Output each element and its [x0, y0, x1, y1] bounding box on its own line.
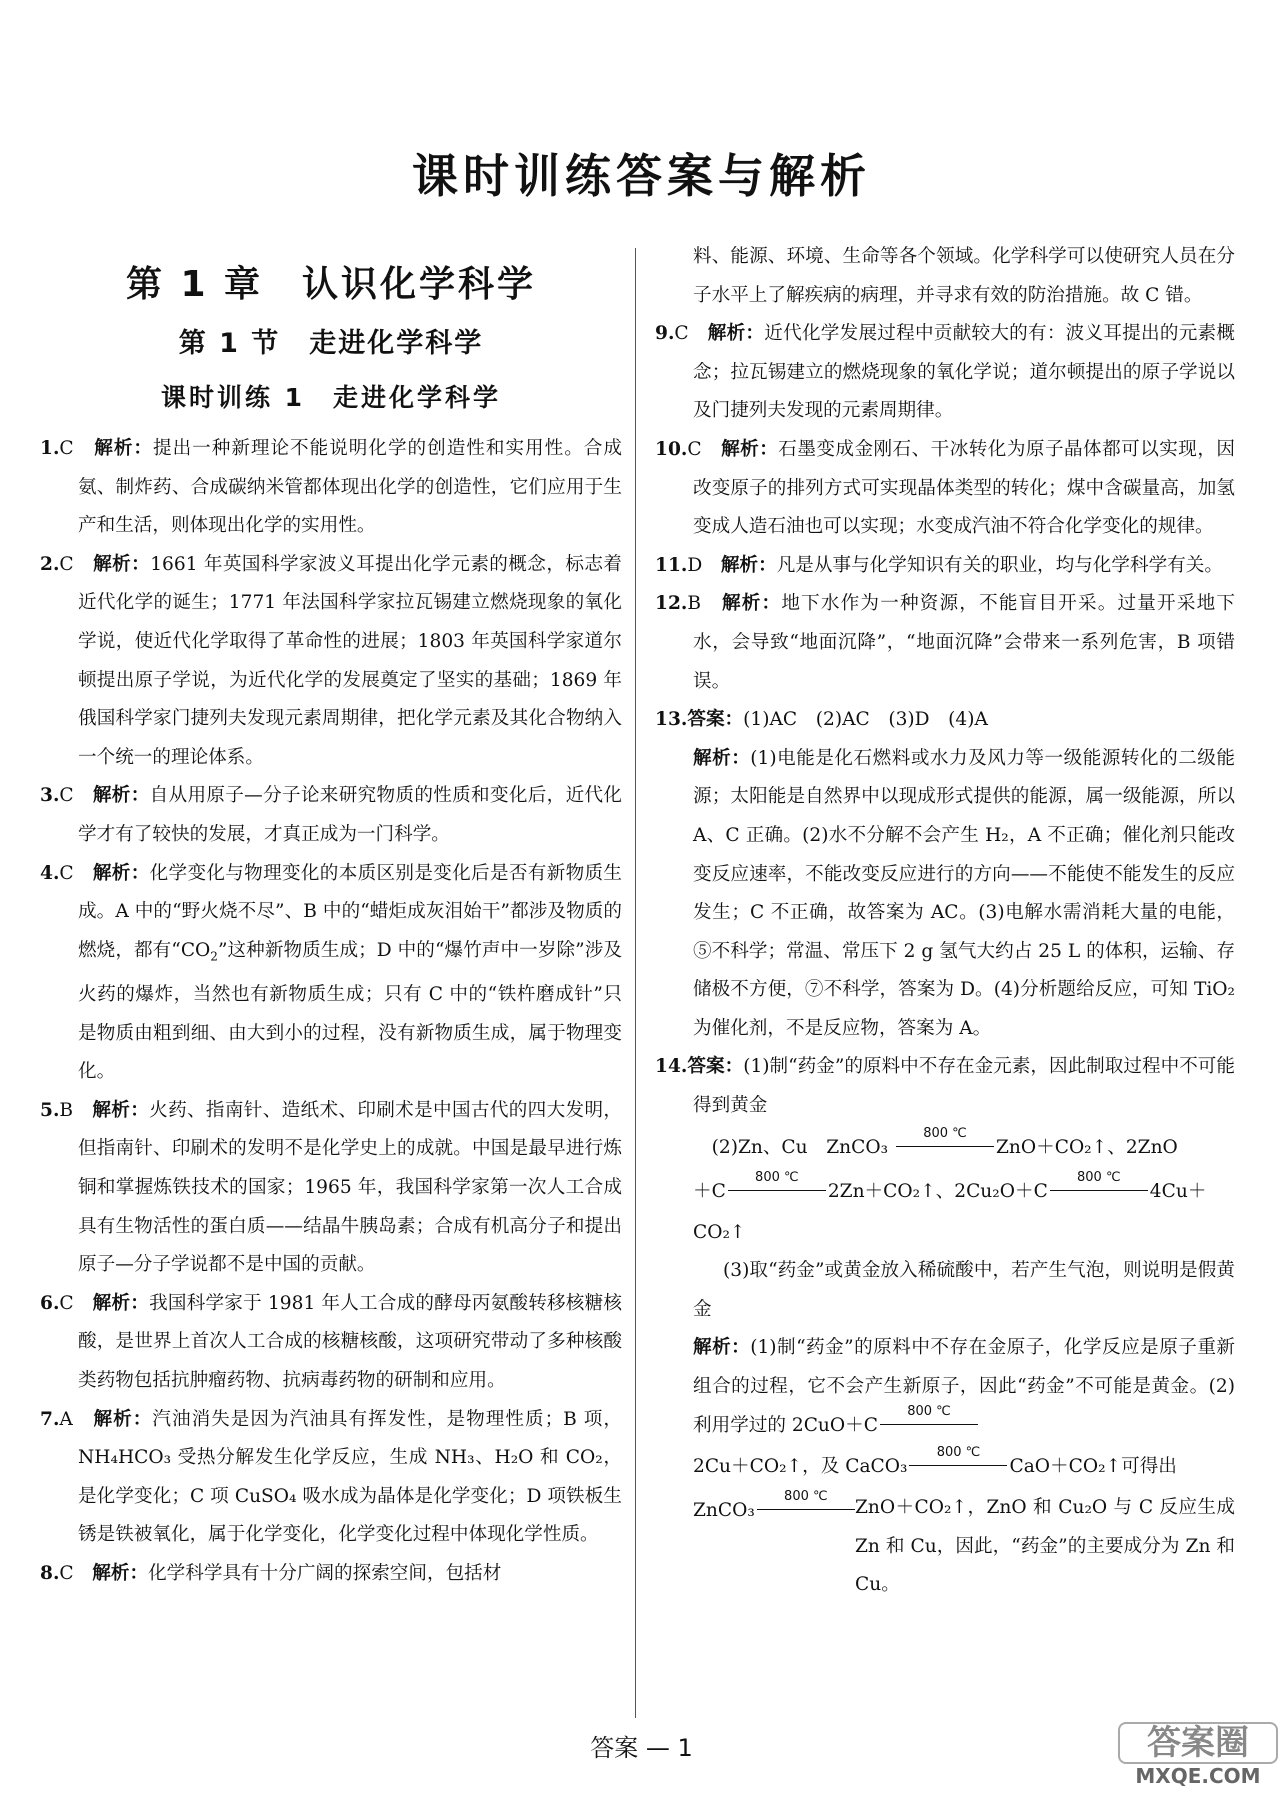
column-divider — [635, 248, 636, 1718]
reaction-condition: 800 ℃ — [728, 1190, 826, 1191]
answer-item-7: 7.A 解析：汽油消失是因为汽油具有挥发性，是物理性质；B 项，NH₄HCO₃ 受热分解发生化学反应，生成 NH₃、H₂O 和 CO₂，是化学变化；C 项 CuSO₄ 吸水成为晶体是化学变化；D 项铁板生锈是铁被氧化，属于化学变化，化学变化过程中体现化学性质。 — [40, 1408, 622, 1546]
watermark-main: 答案圈 — [1118, 1722, 1278, 1764]
watermark-logo — [1118, 1722, 1278, 1792]
explanation-equation-2: ZnCO₃ 800 ℃ — [655, 1489, 1235, 1533]
left-column — [40, 250, 622, 1594]
reaction-condition: 800 ℃ — [909, 1465, 1007, 1466]
answer-item-5: 5.B 解析：火药、指南针、造纸术、印刷术是中国古代的四大发明，但指南针、印刷术的发明不是化学史上的成就。中国是最早进行炼铜和掌握炼铁技术的国家；1965 年，我国科学家第一次人工合成具有生物活性的蛋白质——结晶牛胰岛素；合成有机高分子和提出原子—分子学说都不是中国的贡献。 — [40, 1099, 622, 1276]
answer-item-6: 6.C 解析：我国科学家于 1981 年人工合成的酵母丙氨酸转移核糖核酸，是世界上首次人工合成的核糖核酸，这项研究带动了多种核酸类药物包括抗肿瘤药物、抗病毒药物的研制和应用。 — [40, 1292, 622, 1391]
answer-item-14-part3: (3)取“药金”或黄金放入稀硫酸中，若产生气泡，则说明是假黄金 — [693, 1260, 1235, 1320]
answer-item-3: 3.C 解析：自从用原子—分子论来研究物质的性质和变化后，近代化学才有了较快的发展，才真正成为一门科学。 — [40, 785, 622, 845]
answer-item-14-explanation: 解析：(1)制“药金”的原料中不存在金原子，化学反应是原子重新组合的过程，它不会产生新原子，因此“药金”不可能是黄金。(2)利用学过的 2CuO＋C 800 ℃ — [693, 1337, 1235, 1436]
equation-line-3: CO₂↑ — [693, 1221, 746, 1243]
answer-item-13: 13.答案：(1)AC (2)AC (3)D (4)A — [655, 709, 988, 731]
lesson-heading: 课时训练 1 走进化学科学 — [160, 383, 502, 412]
explanation-conclusion: ZnO＋CO₂↑，ZnO 和 Cu₂O 与 C 反应生成 Zn 和 Cu，因此，“药金”的主要成分为 Zn 和 Cu。 — [855, 1497, 1235, 1596]
reaction-condition: 800 ℃ — [1050, 1190, 1148, 1191]
answer-item-10: 10.C 解析：石墨变成金刚石、干冰转化为原子晶体都可以实现，因改变原子的排列方式可实现晶体类型的转化；煤中含碳量高，加氢变成人造石油也可以实现；水变成汽油不符合化学变化的规律。 — [655, 438, 1235, 538]
answer-item-13-explanation: 解析：(1)电能是化石燃料或水力及风力等一级能源转化的二级能源；太阳能是自然界中以现成形式提供的能源，属一级能源，所以 A、C 正确。(2)水不分解不会产生 H₂，A 不正确；催化剂只能改变反应速率，不能改变反应进行的方向——不能使不能发生的反应发生；C 不正确，故答案为 AC。(3)电解水需消耗大量的电能，⑤不科学；常温、常压下 2 g 氢气大约占 25 L 的体积，运输、存储极不方便，⑦不科学，答案为 D。(4)分析题给反应，可知 TiO₂ 为催化剂，不是反应物，答案为 A。 — [693, 747, 1235, 1039]
section-heading: 第 1 节 走进化学科学 — [178, 328, 484, 359]
watermark-url: MXQE.COM — [1135, 1764, 1261, 1788]
answer-item-11: 11.D 解析：凡是从事与化学知识有关的职业，均与化学科学有关。 — [655, 554, 1223, 576]
answer-item-4: 4.C 解析：化学变化与物理变化的本质区别是变化后是否有新物质生成。A 中的“野火烧不尽”、B 中的“蜡炬成灰泪始干”都涉及物质的燃烧，都有“$CO_2$”这种新物质生成；D 中的“爆竹声中一岁除”涉及火药的爆炸，当然也有新物质生成；只有 C 中的“铁杵磨成针”只是物质由粗到细、由大到小的过程，没有新物质生成，属于物理变化。 — [40, 862, 622, 1083]
chapter-heading: 第 1 章 认识化学科学 — [125, 264, 537, 305]
page-number: 答案 — 1 — [590, 1734, 693, 1762]
answer-item-2: 2.C 解析：1661 年英国科学家波义耳提出化学元素的概念，标志着近代化学的诞生；1771 年法国科学家拉瓦锡建立燃烧现象的氧化学说，使近代化学取得了革命性的进展；1803 年英国科学家道尔顿提出原子学说，为近代化学的发展奠定了坚实的基础；1869 年俄国科学家门捷列夫发现元素周期律，把化学元素及其化合物纳入一个统一的理论体系。 — [40, 553, 622, 768]
reaction-condition: 800 ℃ — [757, 1509, 855, 1510]
right-column — [655, 238, 1235, 1605]
answer-item-14: 14.答案：(1)制“药金”的原料中不存在金元素，因此制取过程中不可能得到黄金 — [655, 1056, 1235, 1117]
equation-line-2: ＋C 800 ℃ 2Zn＋CO₂↑、2Cu₂O＋C 800 ℃ 4Cu＋ — [693, 1169, 1207, 1202]
reaction-condition: 800 ℃ — [896, 1146, 994, 1147]
explanation-equation-1: 2Cu＋CO₂↑，及 CaCO₃ 800 ℃ CaO＋CO₂↑可得出 — [693, 1445, 1177, 1478]
answer-item-9: 9.C 解析：近代化学发展过程中贡献较大的有：波义耳提出的元素概念；拉瓦锡建立的燃烧现象的氧化学说；道尔顿提出的原子学说以及门捷列夫发现的元素周期律。 — [655, 323, 1235, 422]
answer-item-12: 12.B 解析：地下水作为一种资源，不能盲目开采。过量开采地下水，会导致“地面沉降”，“地面沉降”会带来一系列危害，B 项错误。 — [655, 593, 1235, 692]
equation-line-1: (2)Zn、Cu ZnCO₃ 800 ℃ ZnO＋CO₂↑、2ZnO — [711, 1125, 1178, 1158]
answer-item-8: 8.C 解析：化学科学具有十分广阔的探索空间，包括材 — [40, 1562, 502, 1584]
reaction-condition: 800 ℃ — [880, 1424, 978, 1425]
answer-item-1: 1.C 解析：提出一种新理论不能说明化学的创造性和实用性。合成氨、制炸药、合成碳纳米管都体现出化学的创造性，它们应用于生产和生活，则体现出化学的实用性。 — [40, 438, 622, 537]
answer-item-8-continued: 料、能源、环境、生命等各个领域。化学科学可以使研究人员在分子水平上了解疾病的病理，并寻求有效的防治措施。故 C 错。 — [693, 246, 1235, 306]
page-title: 课时训练答案与解析 — [412, 149, 871, 203]
